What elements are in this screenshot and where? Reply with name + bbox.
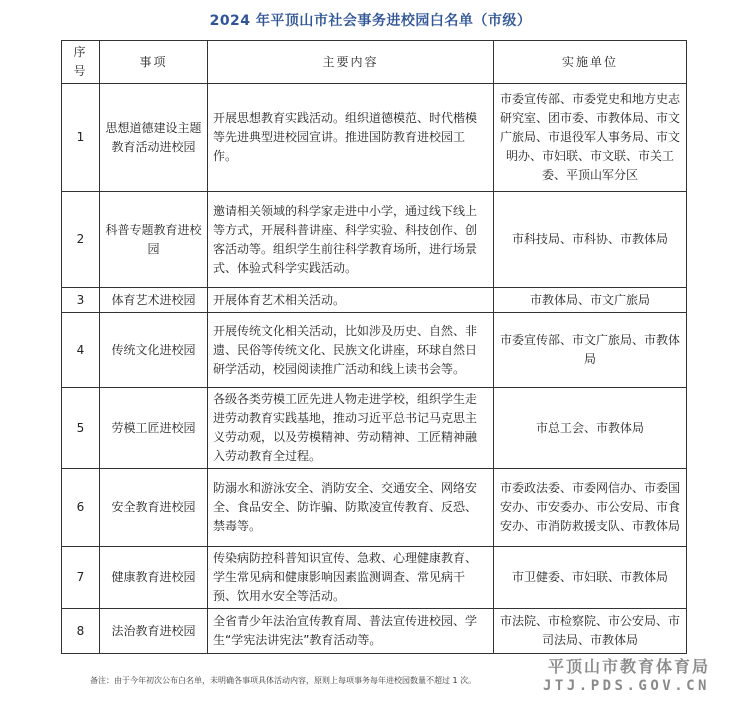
row-unit: 市委宣传部、市文广旅局、市教体局 — [494, 313, 687, 388]
row-unit: 市法院、市检察院、市公安局、市司法局、市教体局 — [494, 609, 687, 654]
row-content: 开展思想教育实践活动。组织道德模范、时代楷模等先进典型进校园宣讲。推进国防教育进校园工作。 — [208, 84, 494, 192]
row-item: 思想道德建设主题教育活动进校园 — [100, 84, 208, 192]
header-unit: 实施单位 — [494, 41, 687, 84]
watermark-name: 平顶山市教育体育局 — [547, 657, 710, 676]
row-content: 各级各类劳模工匠先进人物走进学校，组织学生走进劳动教育实践基地，推动习近平总书记马克思主义劳动观，以及劳模精神、劳动精神、工匠精神融入劳动教育全过程。 — [208, 388, 494, 469]
table-row — [62, 388, 687, 469]
row-item: 法治教育进校园 — [100, 609, 208, 654]
table-row — [62, 547, 687, 609]
row-no: 6 — [62, 469, 100, 547]
row-no: 3 — [62, 288, 100, 313]
header-content: 主要内容 — [208, 41, 494, 84]
row-item: 劳模工匠进校园 — [100, 388, 208, 469]
table-row — [62, 84, 687, 192]
footnote: 备注：由于今年初次公布白名单，未明确各事项具体活动内容，原则上每项事务每年进校园数量不超过 1 次。 — [90, 676, 477, 685]
watermark-url: JTJ.PDS.GOV.CN — [542, 678, 710, 694]
header-item: 事项 — [100, 41, 208, 84]
table-header-row — [62, 41, 687, 84]
row-no: 2 — [62, 192, 100, 288]
row-no: 5 — [62, 388, 100, 469]
row-content: 全省青少年法治宣传教育周、普法宣传进校园、学生“学宪法讲宪法”教育活动等。 — [208, 609, 494, 654]
row-content: 防溺水和游泳安全、消防安全、交通安全、网络安全、食品安全、防诈骗、防欺凌宣传教育、反恐、禁毒等。 — [208, 469, 494, 547]
table-row — [62, 469, 687, 547]
row-item: 体育艺术进校园 — [100, 288, 208, 313]
row-unit: 市总工会、市教体局 — [494, 388, 687, 469]
table-row — [62, 288, 687, 313]
row-unit: 市卫健委、市妇联、市教体局 — [494, 547, 687, 609]
row-item: 安全教育进校园 — [100, 469, 208, 547]
row-item: 科普专题教育进校园 — [100, 192, 208, 288]
page-title: 2024 年平顶山市社会事务进校园白名单（市级） — [209, 13, 532, 29]
header-no — [62, 41, 100, 84]
table-row — [62, 313, 687, 388]
row-no: 4 — [62, 313, 100, 388]
row-unit: 市委政法委、市委网信办、市委国安办、市安委办、市公安局、市食安办、市消防救援支队、市教体局 — [494, 469, 687, 547]
row-unit: 市科技局、市科协、市教体局 — [494, 192, 687, 288]
row-content: 开展体育艺术相关活动。 — [208, 288, 494, 313]
row-no: 8 — [62, 609, 100, 654]
row-content: 传染病防控科普知识宣传、急救、心理健康教育、学生常见病和健康影响因素监测调查、常见病干预、饮用水安全等活动。 — [208, 547, 494, 609]
row-item: 传统文化进校园 — [100, 313, 208, 388]
header-no-text: 序 号 — [73, 45, 88, 78]
row-item: 健康教育进校园 — [100, 547, 208, 609]
row-content: 邀请相关领域的科学家走进中小学，通过线下线上等方式，开展科普讲座、科学实验、科技创作、创客活动等。组织学生前往科学教育场所，进行场景式、体验式科学实践活动。 — [208, 192, 494, 288]
table-row — [62, 609, 687, 654]
row-unit: 市教体局、市文广旅局 — [494, 288, 687, 313]
whitelist-table — [61, 40, 687, 654]
row-content: 开展传统文化相关活动，比如涉及历史、自然、非遗、民俗等传统文化、民族文化讲座，环球自然日研学活动，校园阅读推广活动和线上读书会等。 — [208, 313, 494, 388]
row-no: 1 — [62, 84, 100, 192]
row-unit: 市委宣传部、市委党史和地方史志研究室、团市委、市教体局、市文广旅局、市退役军人事务局、市文明办、市妇联、市文联、市关工委、平顶山军分区 — [494, 84, 687, 192]
row-no: 7 — [62, 547, 100, 609]
table-row — [62, 192, 687, 288]
